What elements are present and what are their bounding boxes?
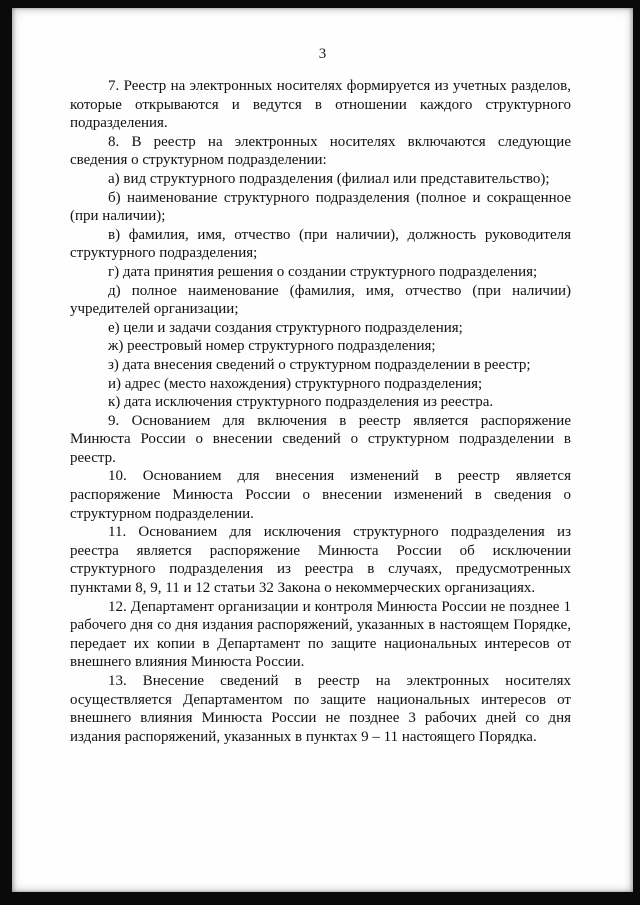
document-page [12,8,633,892]
document-body [70,77,571,746]
paragraph-10: 10. Основанием для внесения изменений в реестр является распоряжение Минюста России о внесении изменений в сведения о структурном подразделении. [70,468,571,522]
paragraph-11: 11. Основанием для исключения структурного подразделения из реестра является распоряжение Минюста России об исключении структурного подразделения из реестра в случаях, предусмотренных пунктами 8, 9, 11 и 12 статьи 32 Закона о некоммерческих организациях. [70,524,571,597]
list-item-v: в) фамилия, имя, отчество (при наличии), должность руководителя структурного подразделения; [70,226,571,262]
list-item-g: г) дата принятия решения о создании структурного подразделения; [108,263,538,280]
paragraph-9: 9. Основанием для включения в реестр является распоряжение Минюста России о внесении сведений о структурном подразделении в реестр. [70,412,571,466]
list-item-i: и) адрес (место нахождения) структурного подразделения; [108,375,483,392]
page-number: 3 [318,46,327,62]
paragraph-8: 8. В реестр на электронных носителях включаются следующие сведения о структурном подразделении: [70,133,571,169]
list-item-e: е) цели и задачи создания структурного подразделения; [108,319,463,336]
paragraph-7: 7. Реестр на электронных носителях формируется из учетных разделов, которые открываются и ведутся в отношении каждого структурного подразделения. [70,78,571,132]
list-item-b: б) наименование структурного подразделения (полное и сокращенное (при наличии); [70,189,571,225]
paragraph-12: 12. Департамент организации и контроля Минюста России не позднее 1 рабочего дня со дня издания распоряжений, указанных в настоящем Порядке, передает их копии в Департамент по защите национальных интересов от внешнего влияния Минюста России. [70,598,571,671]
list-item-k: к) дата исключения структурного подразделения из реестра. [108,394,494,411]
list-item-d: д) полное наименование (фамилия, имя, отчество (при наличии) учредителей организации; [70,282,571,318]
list-item-z: з) дата внесения сведений о структурном подразделении в реестр; [108,356,531,373]
list-item-a: а) вид структурного подразделения (филиал или представительство); [108,170,550,187]
paragraph-13: 13. Внесение сведений в реестр на электронных носителях осуществляется Департаментом по защите национальных интересов от внешнего влияния Минюста России не позднее 3 рабочих дней со дня издания распоряжений, указанных в пунктах 9 – 11 настоящего Порядка. [70,673,571,745]
list-item-zh: ж) реестровый номер структурного подразделения; [108,338,436,355]
